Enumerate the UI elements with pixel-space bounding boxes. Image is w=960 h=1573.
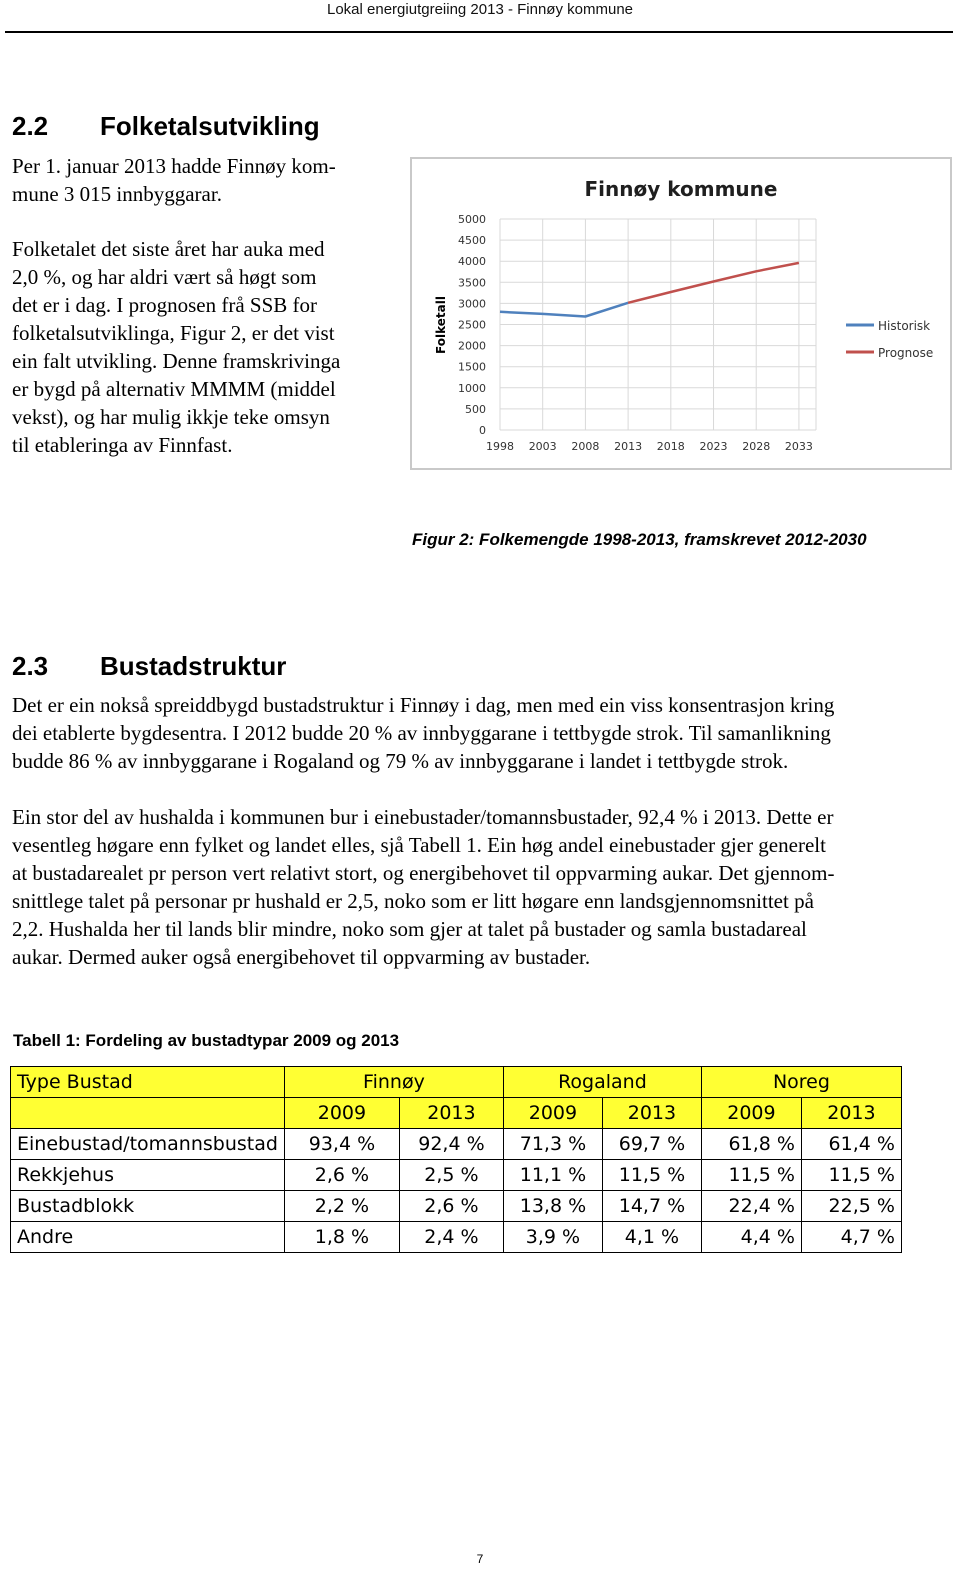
text-line: til etableringa av Finnfast. <box>12 433 233 457</box>
table-caption: Tabell 1: Fordeling av bustadtypar 2009 og 2013 <box>13 1031 400 1050</box>
table-cell: 4,7 % <box>801 1222 901 1253</box>
table-cell: 4,1 % <box>602 1222 701 1253</box>
chart-title: Finnøy kommune <box>584 177 778 201</box>
header-cell <box>11 1098 285 1129</box>
table-year-row <box>11 1098 902 1129</box>
y-tick-label: 4000 <box>458 255 486 269</box>
section-2-3-paragraph-2 <box>12 803 952 971</box>
text-line: vekst), og har mulig ikkje teke omsyn <box>12 405 330 429</box>
year-cell: 2013 <box>602 1098 701 1129</box>
header-cell: Type Bustad <box>11 1067 285 1098</box>
row-label: Einebustad/tomannsbustad <box>11 1129 285 1160</box>
housing-type-table <box>10 1066 902 1253</box>
table-row <box>11 1191 902 1222</box>
table-cell: 2,2 % <box>284 1191 399 1222</box>
section-2-3-heading <box>12 651 412 683</box>
table-cell: 71,3 % <box>503 1129 602 1160</box>
text-line: ein falt utvikling. Denne framskrivinga <box>12 349 341 373</box>
y-tick-label: 500 <box>465 402 486 416</box>
page-header <box>0 0 960 34</box>
section-number: 2.2 <box>12 111 49 141</box>
x-tick-label: 2033 <box>784 440 813 453</box>
year-cell: 2013 <box>801 1098 901 1129</box>
table-cell: 2,6 % <box>399 1191 503 1222</box>
population-chart <box>410 157 952 470</box>
y-tick-label: 4500 <box>458 234 486 248</box>
table-cell: 2,5 % <box>399 1160 503 1191</box>
series-line-historisk <box>500 303 628 317</box>
x-tick-label: 2013 <box>614 440 643 453</box>
y-tick-labels <box>458 213 486 437</box>
table-cell: 2,6 % <box>284 1160 399 1191</box>
year-cell: 2009 <box>701 1098 801 1129</box>
year-cell: 2009 <box>503 1098 602 1129</box>
row-label: Andre <box>11 1222 285 1253</box>
text-line: mune 3 015 innbyggarar. <box>12 182 222 206</box>
row-label: Rekkjehus <box>11 1160 285 1191</box>
table-row <box>11 1222 902 1253</box>
y-axis-label: Folketall <box>434 296 448 354</box>
text-line: vesentleg høgare enn fylket og landet elles, sjå Tabell 1. Ein høg andel einebustader gjer generelt <box>12 833 826 857</box>
text-line: budde 86 % av innbyggarane i Rogaland og 79 % av innbyggarane i landet i tettbygde strok. <box>12 749 789 773</box>
table-cell: 2,4 % <box>399 1222 503 1253</box>
chart-svg <box>412 159 950 468</box>
year-cell: 2013 <box>399 1098 503 1129</box>
x-tick-label: 2018 <box>656 440 685 453</box>
header-rule <box>5 31 953 33</box>
x-tick-label: 2008 <box>571 440 600 453</box>
x-tick-label: 2028 <box>742 440 771 453</box>
text-line: er bygd på alternativ MMMM (middel <box>12 377 336 401</box>
table-cell: 11,1 % <box>503 1160 602 1191</box>
section-2-2-paragraph-1 <box>12 152 397 208</box>
figure-caption: Figur 2: Folkemengde 1998-2013, framskrevet 2012-2030 <box>412 530 867 549</box>
header-text: Lokal energiutgreiing 2013 - Finnøy kommune <box>327 1 633 18</box>
text-line: Folketalet det siste året har auka med <box>12 237 325 261</box>
text-line: snittlege talet på personar pr hushald er 2,5, noko som er litt høgare enn landsgjennomsnittet på <box>12 889 814 913</box>
table-cell: 13,8 % <box>503 1191 602 1222</box>
table-cell: 11,5 % <box>602 1160 701 1191</box>
section-title: Bustadstruktur <box>100 651 287 681</box>
header-cell: Noreg <box>701 1067 901 1098</box>
y-tick-label: 3500 <box>458 276 486 290</box>
y-tick-label: 0 <box>479 424 486 437</box>
section-2-2-heading <box>12 111 372 143</box>
y-tick-label: 1000 <box>458 381 486 395</box>
header-cell: Rogaland <box>503 1067 701 1098</box>
table-cell: 11,5 % <box>701 1160 801 1191</box>
x-tick-label: 2023 <box>699 440 728 453</box>
table-row <box>11 1129 902 1160</box>
table-row <box>11 1160 902 1191</box>
table-cell: 69,7 % <box>602 1129 701 1160</box>
y-tick-label: 2500 <box>458 318 486 332</box>
text-line: dei etablerte bygdesentra. I 2012 budde 20 % av innbyggarane i tettbygde strok. Til samanlikning <box>12 721 831 745</box>
chart-grid <box>500 219 816 430</box>
text-line: 2,0 %, og har aldri vært så høgt som <box>12 265 317 289</box>
table-cell: 11,5 % <box>801 1160 901 1191</box>
chart-legend <box>846 319 933 360</box>
text-line: aukar. Dermed auker også energibehovet til oppvarming av bustader. <box>12 945 591 969</box>
table-cell: 61,8 % <box>701 1129 801 1160</box>
table-cell: 93,4 % <box>284 1129 399 1160</box>
text-line: det er i dag. I prognosen frå SSB for <box>12 293 318 317</box>
y-tick-label: 2000 <box>458 339 486 353</box>
text-line: Ein stor del av hushalda i kommunen bur i einebustader/tomannsbustader, 92,4 % i 2013. Dette er <box>12 805 834 829</box>
table-cell: 92,4 % <box>399 1129 503 1160</box>
table-cell: 22,5 % <box>801 1191 901 1222</box>
text-line: Per 1. januar 2013 hadde Finnøy kom- <box>12 154 336 178</box>
x-tick-labels <box>486 440 813 453</box>
table-cell: 1,8 % <box>284 1222 399 1253</box>
table-cell: 4,4 % <box>701 1222 801 1253</box>
x-tick-label: 1998 <box>486 440 514 453</box>
chart-series <box>500 263 799 317</box>
year-cell: 2009 <box>284 1098 399 1129</box>
text-line: folketalsutviklinga, Figur 2, er det vist <box>12 321 335 345</box>
text-line: Det er ein nokså spreiddbygd bustadstruktur i Finnøy i dag, men med ein viss konsentrasjon kring <box>12 693 835 717</box>
page-number: 7 <box>476 1552 484 1566</box>
table-cell: 14,7 % <box>602 1191 701 1222</box>
table-cell: 61,4 % <box>801 1129 901 1160</box>
section-number: 2.3 <box>12 651 49 681</box>
y-tick-label: 5000 <box>458 213 486 226</box>
table-header-row <box>11 1067 902 1098</box>
y-tick-label: 3000 <box>458 297 486 311</box>
section-title: Folketalsutvikling <box>100 111 320 141</box>
text-line: at bustadarealet pr person vert relativt stort, og energibehovet til oppvarming aukar. Det gjennom- <box>12 861 835 885</box>
header-cell: Finnøy <box>284 1067 503 1098</box>
row-label: Bustadblokk <box>11 1191 285 1222</box>
x-tick-label: 2003 <box>528 440 557 453</box>
legend-label: Historisk <box>878 319 931 333</box>
y-tick-label: 1500 <box>458 360 486 374</box>
table-cell: 3,9 % <box>503 1222 602 1253</box>
text-line: 2,2. Hushalda her til lands blir mindre, noko som gjer at talet på bustader og samla bustadareal <box>12 917 807 941</box>
section-2-3-paragraph-1 <box>12 691 952 775</box>
table-cell: 22,4 % <box>701 1191 801 1222</box>
legend-label: Prognose <box>878 346 934 360</box>
section-2-2-paragraph-2 <box>12 235 397 459</box>
